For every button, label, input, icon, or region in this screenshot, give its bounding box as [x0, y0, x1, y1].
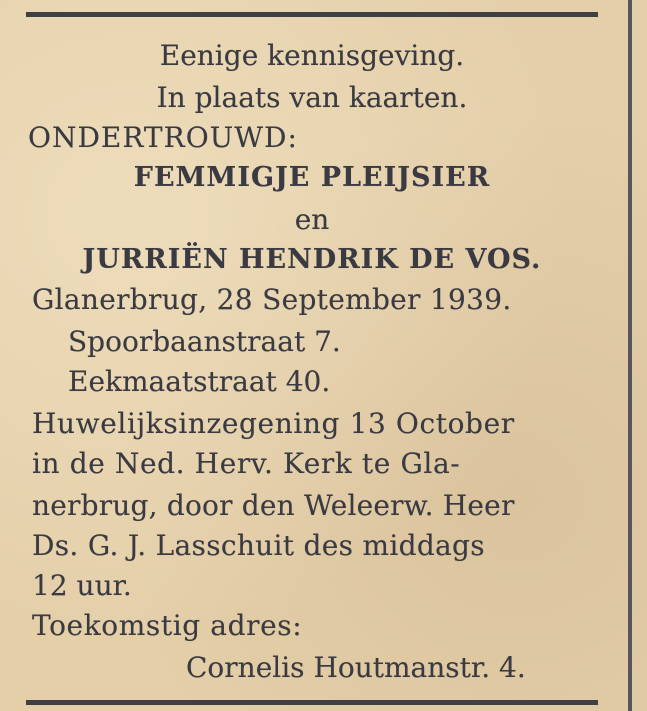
top-border-rule: [26, 12, 598, 17]
ceremony-line-5: 12 uur.: [32, 569, 132, 602]
ceremony-line-4: Ds. G. J. Lasschuit des middags: [32, 529, 485, 562]
address-groom: Eekmaatstraat 40.: [68, 365, 331, 398]
groom-name: JURRIËN HENDRIK DE VOS.: [82, 244, 542, 275]
conjunction: en: [294, 203, 330, 236]
future-address-label: Toekomstig adres:: [32, 609, 303, 642]
heading-instead-of-cards: In plaats van kaarten.: [156, 81, 468, 114]
address-bride: Spoorbaanstraat 7.: [68, 325, 341, 358]
status-engaged: ONDERTROUWD:: [28, 121, 298, 154]
bride-name: FEMMIGJE PLEIJSIER: [133, 162, 491, 193]
heading-notice: Eenige kennisgeving.: [159, 39, 465, 72]
ceremony-line-2: in de Ned. Herv. Kerk te Gla-: [32, 447, 461, 480]
ceremony-line-1: Huwelijksinzegening 13 October: [32, 407, 515, 440]
future-address: Cornelis Houtmanstr. 4.: [186, 651, 526, 684]
bottom-border-rule: [26, 700, 598, 705]
column-divider: [628, 0, 632, 711]
place-and-date: Glanerbrug, 28 September 1939.: [32, 283, 512, 316]
ceremony-line-3: nerbrug, door den Weleerw. Heer: [32, 489, 515, 522]
